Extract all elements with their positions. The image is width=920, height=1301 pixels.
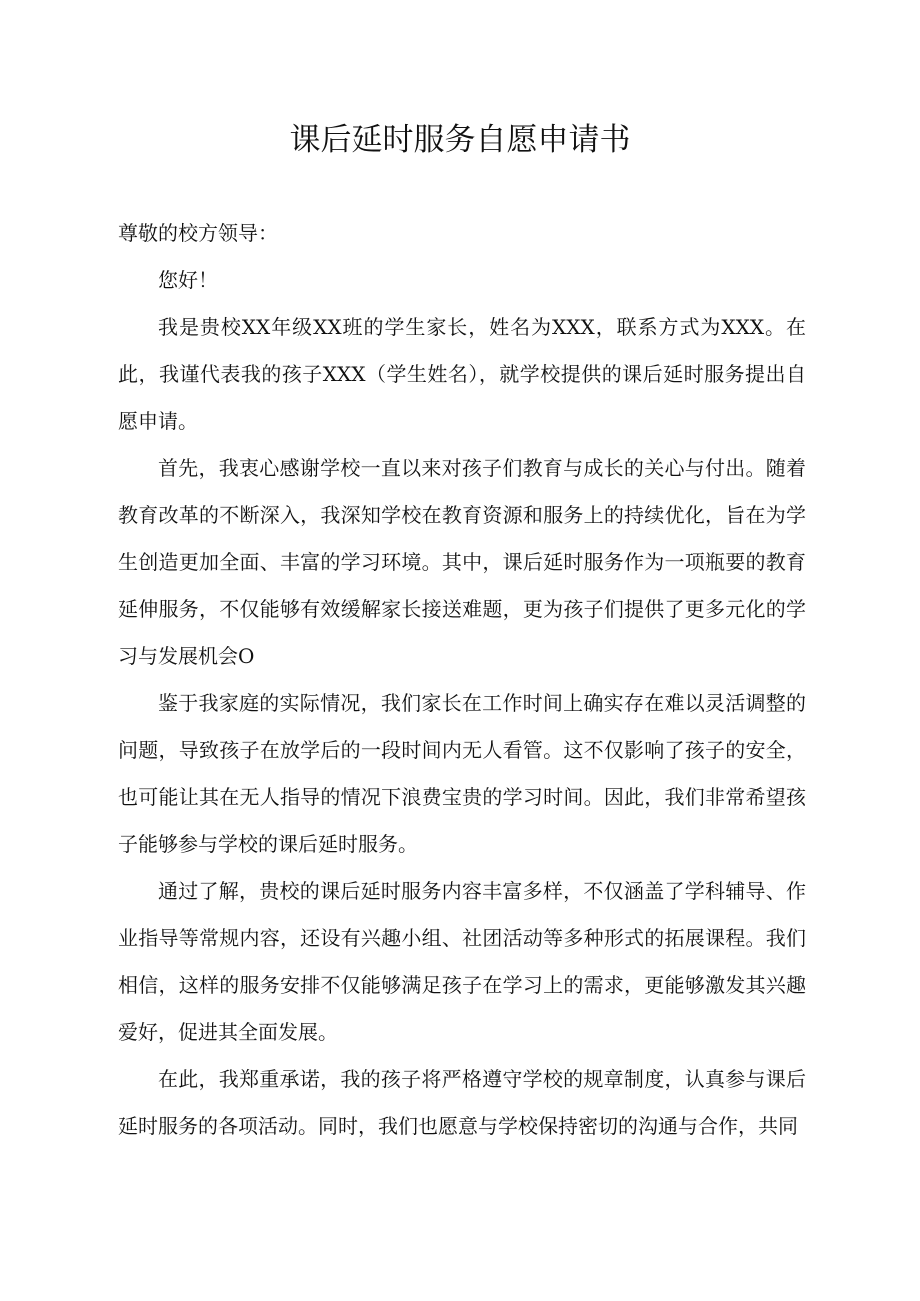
salutation: 尊敬的校方领导： — [118, 221, 278, 245]
paragraph-service-content: 通过了解，贵校的课后延时服务内容丰富多样，不仅涵盖了学科辅导、作业指导等常规内容，还设有兴趣小组、社团活动等多种形式的拓展课程。我们相信，这样的服务安排不仅能够满足孩子在学习上的需求，更能够激发其兴趣爱好，促进其全面发展。 — [118, 879, 806, 1044]
paragraph-commitment: 在此，我郑重承诺，我的孩子将严格遵守学校的规章制度，认真参与课后延时服务的各项活动。同时，我们也愿意与学校保持密切的沟通与合作，共同 — [118, 1067, 806, 1138]
document-title: 课后延时服务自愿申请书 — [289, 122, 631, 158]
paragraph-greeting: 您好！ — [158, 268, 218, 292]
document-body — [118, 210, 806, 1150]
paragraph-gratitude: 首先，我衷心感谢学校一直以来对孩子们教育与成长的关心与付出。随着教育改革的不断深入，我深知学校在教育资源和服务上的持续优化，旨在为学生创造更加全面、丰富的学习环境。其中，课后延时服务作为一项瓶要的教育延伸服务，不仅能够有效缓解家长接送难题，更为孩子们提供了更多元化的学习与发展机会O — [118, 456, 806, 668]
paragraph-introduction: 我是贵校XX年级XX班的学生家长，姓名为XXX，联系方式为XXX。在此，我谨代表我的孩子XXX（学生姓名），就学校提供的课后延时服务提出自愿申请。 — [118, 315, 806, 433]
paragraph-family-situation: 鉴于我家庭的实际情况，我们家长在工作时间上确实存在难以灵活调整的问题，导致孩子在放学后的一段时间内无人看管。这不仅影响了孩子的安全，也可能让其在无人指导的情况下浪费宝贵的学习时间。因此，我们非常希望孩子能够参与学校的课后延时服务。 — [118, 691, 806, 856]
